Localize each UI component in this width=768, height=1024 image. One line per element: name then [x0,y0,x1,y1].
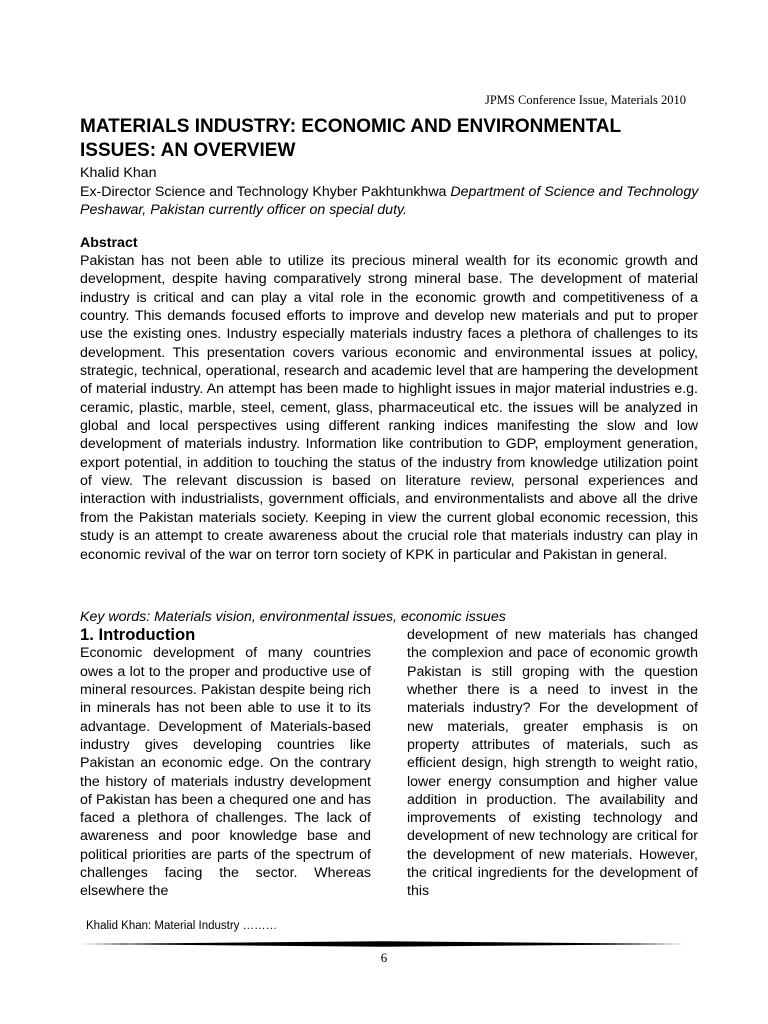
introduction-text-right: development of new materials has changed the complexion and pace of economic growth Pakistan is still groping with the question whether there is a need to invest in the materials industry? For the development of new materials, greater emphasis is on property attributes of materials, such as efficient design, high strength to weight ratio, lower energy consumption and higher value addition in production. The availability and improvements of existing technology and development of new technology are critical for the development of new materials. However, the critical ingredients for the development of this [407,627,698,900]
introduction-text-left: Economic development of many countries owes a lot to the proper and productive use of mineral resources. Pakistan despite being rich in minerals has not been able to use it to its advantage. Development of Materials-based industry gives developing countries like Pakistan an economic edge. On the contrary the history of materials industry development of Pakistan has been a chequred one and has faced a plethora of challenges. The lack of awareness and poor knowledge base and political priorities are parts of the spectrum of challenges facing the sector. Whereas elsewhere the [80,645,371,900]
author-block [80,164,700,220]
column-right [407,626,698,901]
footer-rule [80,941,686,947]
affiliation-italic: Department of Science and Technology Peshawar, Pakistan currently officer on special duty. [80,183,699,218]
abstract-heading: Abstract [80,235,138,251]
abstract-body: Pakistan has not been able to utilize its precious mineral wealth for its economic growth and development, despite having comparatively strong mineral base. The development of material industry is critical and can play a vital role in the economic growth and competitiveness of a country. This demands focused efforts to improve and develop new materials and put to proper use the existing ones. Industry especially materials industry faces a plethora of challenges to its development. This presentation covers various economic and environmental issues at policy, strategic, technical, operational, research and academic level that are hampering the development of material industry. An attempt has been made to highlight issues in major material industries e.g. ceramic, plastic, marble, steel, cement, glass, pharmaceutical etc. the issues will be analyzed in global and local perspectives using different ranking indices manifesting the slow and low development of materials industry. Information like contribution to GDP, employment generation, export potential, in addition to touching the status of the industry from knowledge utilization point of view. The relevant discussion is based on literature review, personal experiences and interaction with industrialists, government officials, and environmentalists and above all the drive from the Pakistan materials society. Keeping in view the current global economic recession, this study is an attempt to create awareness about the crucial role that materials industry can play in economic revival of the war on terror torn society of KPK in particular and Pakistan in general. [80,253,698,563]
affiliation-regular: Ex-Director Science and Technology Khyber Pakhtunkhwa [80,183,451,200]
paper-title: MATERIALS INDUSTRY: ECONOMIC AND ENVIRONMENTAL ISSUES: AN OVERVIEW [80,116,621,161]
keywords: Key words: Materials vision, environmental issues, economic issues [80,609,506,625]
footer-note: Khalid Khan: Material Industry ……… [86,920,278,932]
section-heading-introduction: 1. Introduction [80,625,196,644]
column-left [80,626,371,901]
page-number: 6 [380,950,388,965]
author-name: Khalid Khan [80,165,157,181]
author-affiliation [80,183,700,220]
running-head: JPMS Conference Issue, Materials 2010 [484,93,686,107]
